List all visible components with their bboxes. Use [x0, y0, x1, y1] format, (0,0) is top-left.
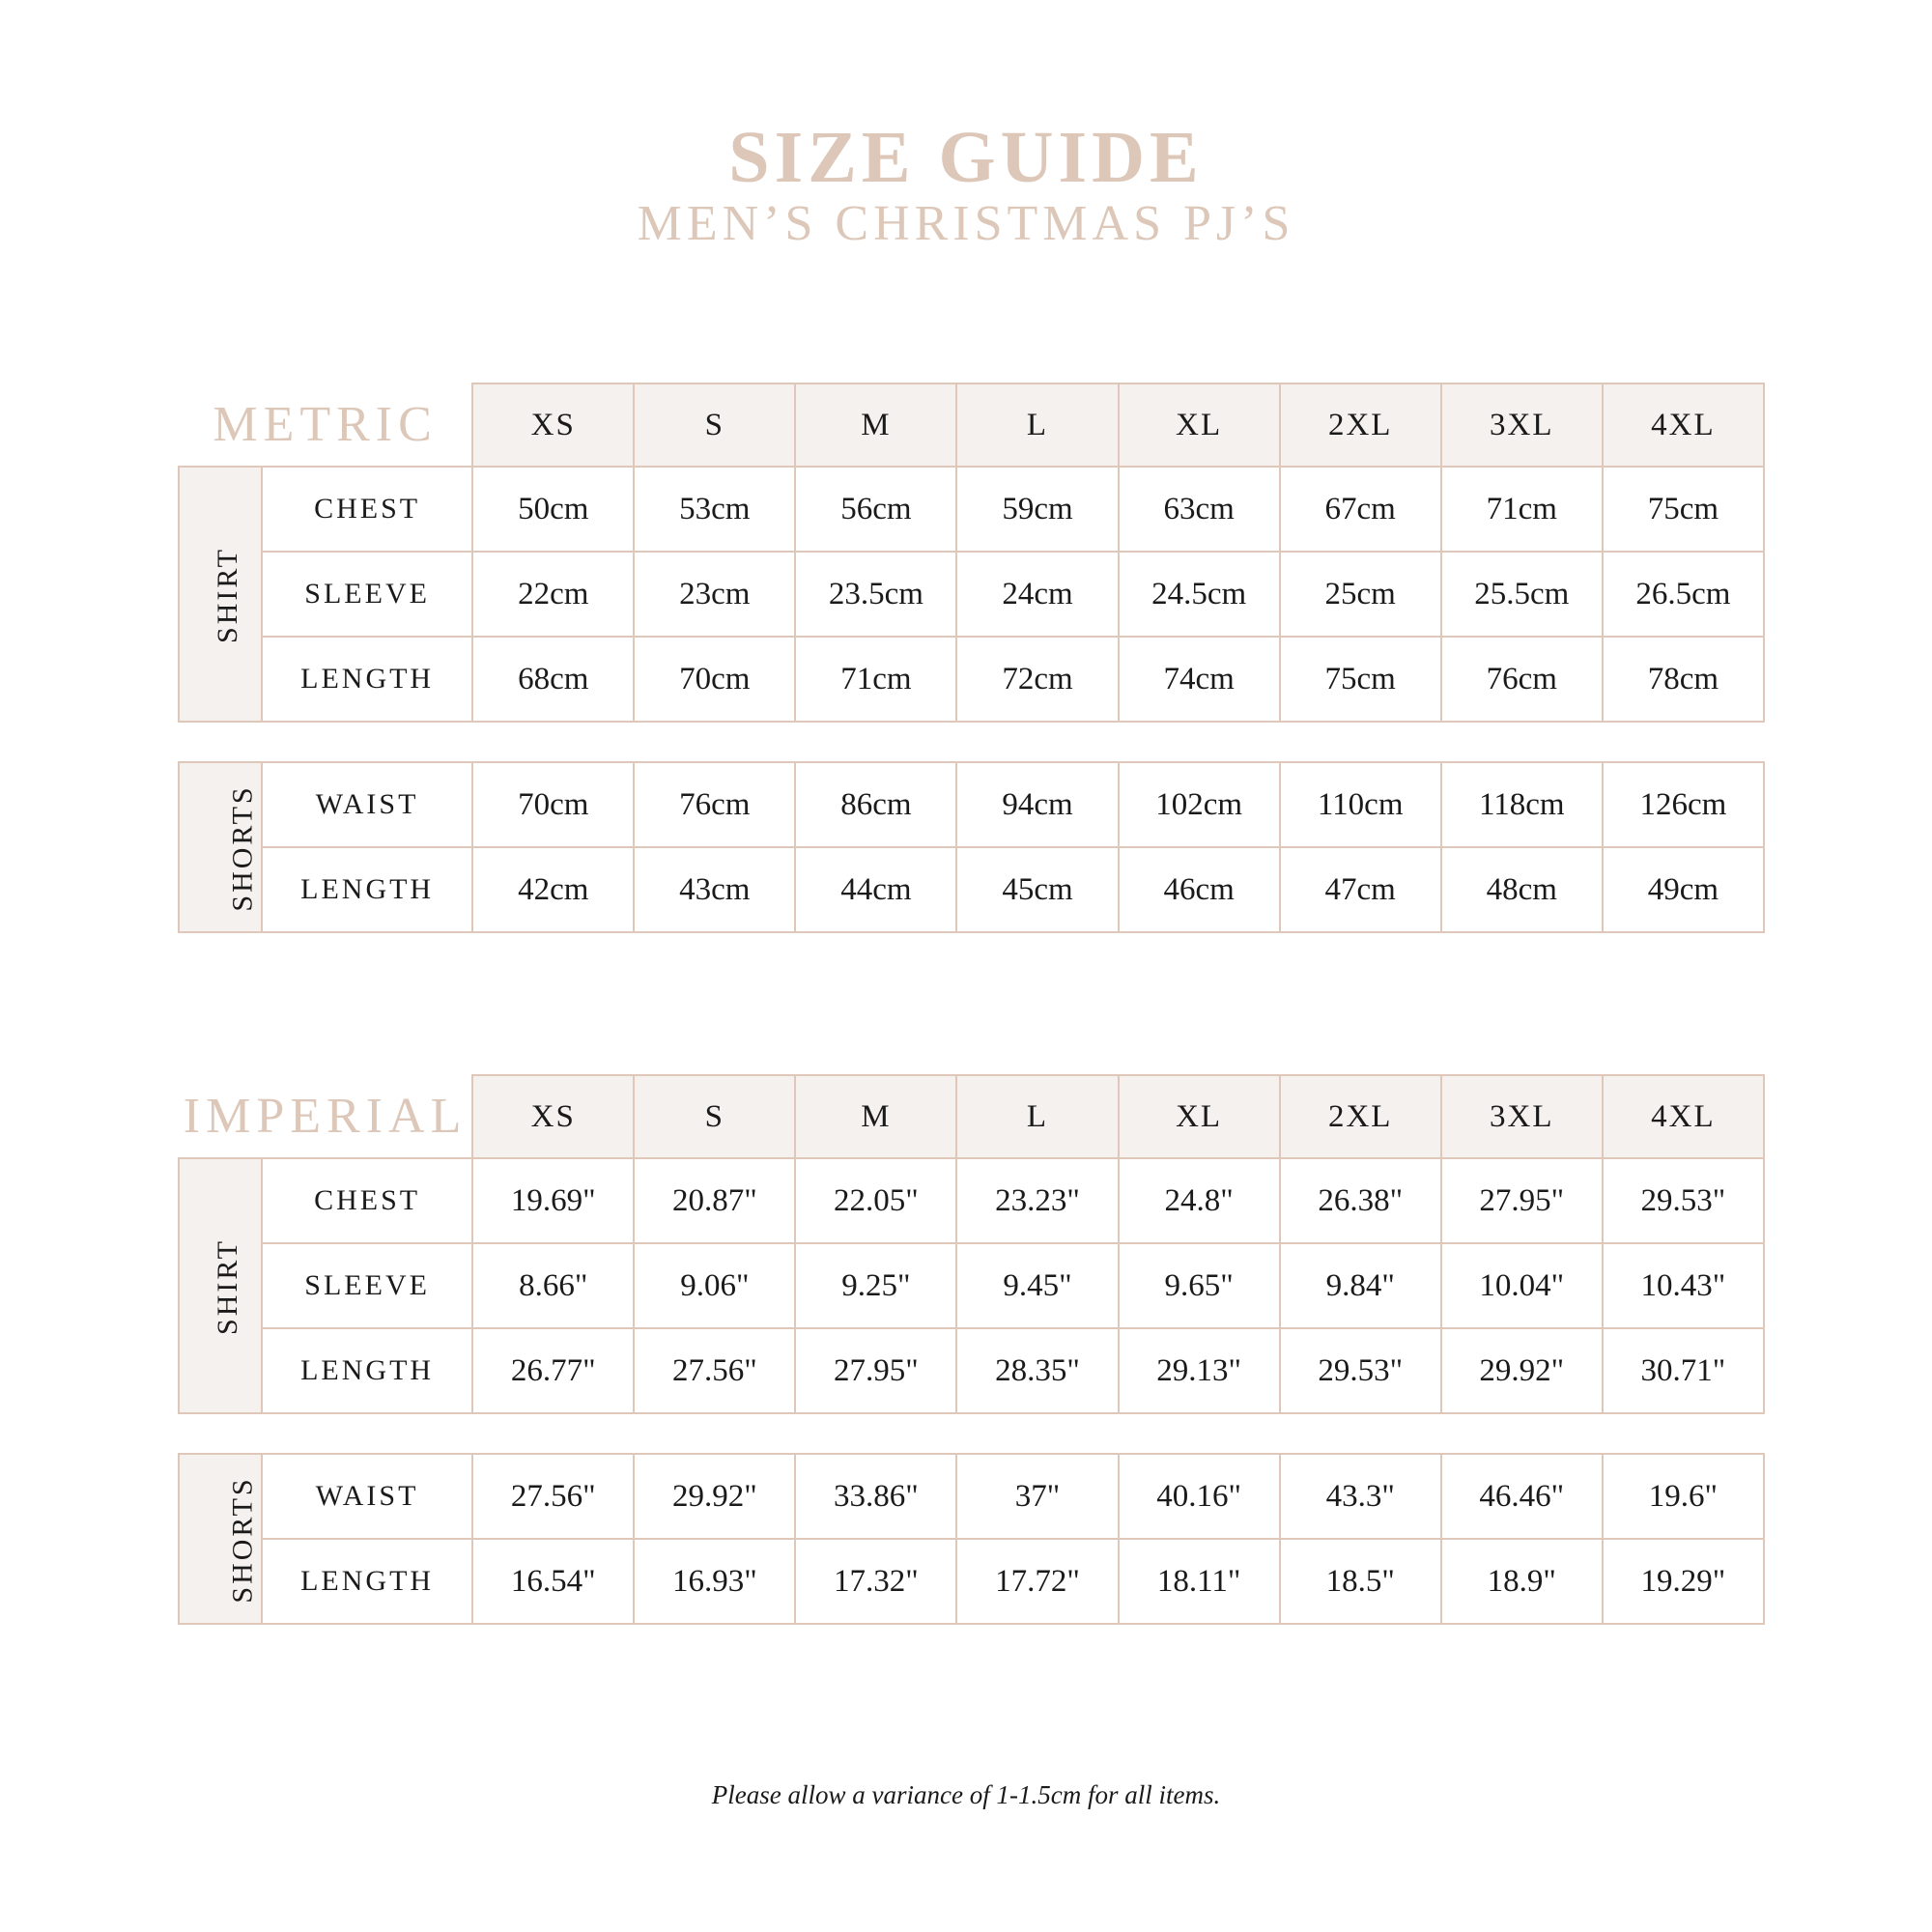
size-header: XS: [472, 384, 634, 467]
table-row: [179, 1158, 1764, 1243]
table-cell: 49cm: [1603, 847, 1764, 932]
table-cell: 56cm: [795, 467, 956, 552]
size-header: XS: [472, 1075, 634, 1158]
table-cell: 19.69": [472, 1158, 634, 1243]
imperial-table: [178, 1074, 1765, 1625]
table-cell: 70cm: [472, 762, 634, 847]
shirt-group-label: SHIRT: [179, 467, 262, 722]
shorts-group-label: SHORTS: [179, 762, 262, 932]
size-header: XL: [1119, 384, 1280, 467]
metric-size-header-row: [179, 384, 1764, 467]
table-cell: 76cm: [634, 762, 795, 847]
table-cell: 71cm: [1441, 467, 1603, 552]
imperial-label: IMPERIAL: [183, 1089, 468, 1144]
table-cell: 110cm: [1280, 762, 1441, 847]
imperial-section: [178, 1074, 1765, 1625]
table-cell: 30.71": [1603, 1328, 1764, 1413]
table-cell: 27.95": [795, 1328, 956, 1413]
table-row: [179, 552, 1764, 637]
table-cell: 23.23": [956, 1158, 1118, 1243]
table-cell: 9.06": [634, 1243, 795, 1328]
table-cell: 63cm: [1119, 467, 1280, 552]
table-cell: 23cm: [634, 552, 795, 637]
table-cell: 43cm: [634, 847, 795, 932]
table-cell: 126cm: [1603, 762, 1764, 847]
table-cell: 48cm: [1441, 847, 1603, 932]
table-row: [179, 762, 1764, 847]
table-cell: 47cm: [1280, 847, 1441, 932]
table-cell: 19.29": [1603, 1539, 1764, 1624]
variance-footnote: Please allow a variance of 1-1.5cm for all items.: [711, 1780, 1221, 1809]
size-header: S: [634, 384, 795, 467]
table-cell: 29.92": [1441, 1328, 1603, 1413]
table-cell: 9.65": [1119, 1243, 1280, 1328]
table-cell: 8.66": [472, 1243, 634, 1328]
table-cell: 67cm: [1280, 467, 1441, 552]
table-row: [179, 847, 1764, 932]
size-header: S: [634, 1075, 795, 1158]
metric-label: METRIC: [213, 397, 438, 452]
measure-label: WAIST: [262, 762, 472, 847]
table-cell: 17.72": [956, 1539, 1118, 1624]
table-row: [179, 1539, 1764, 1624]
table-cell: 25cm: [1280, 552, 1441, 637]
size-header: M: [795, 384, 956, 467]
table-spacer: [179, 722, 1764, 762]
size-header: 2XL: [1280, 1075, 1441, 1158]
size-header: 4XL: [1603, 384, 1764, 467]
table-cell: 22.05": [795, 1158, 956, 1243]
table-cell: 19.6": [1603, 1454, 1764, 1539]
size-header: XL: [1119, 1075, 1280, 1158]
metric-section: [178, 383, 1765, 933]
table-cell: 27.95": [1441, 1158, 1603, 1243]
table-cell: 10.04": [1441, 1243, 1603, 1328]
table-cell: 29.13": [1119, 1328, 1280, 1413]
table-cell: 18.5": [1280, 1539, 1441, 1624]
measure-label: CHEST: [262, 1158, 472, 1243]
table-cell: 33.86": [795, 1454, 956, 1539]
measure-label: LENGTH: [262, 1539, 472, 1624]
size-header: 3XL: [1441, 384, 1603, 467]
table-row: [179, 1243, 1764, 1328]
table-row: [179, 467, 1764, 552]
table-cell: 71cm: [795, 637, 956, 722]
measure-label: SLEEVE: [262, 552, 472, 637]
table-cell: 18.9": [1441, 1539, 1603, 1624]
table-cell: 29.53": [1603, 1158, 1764, 1243]
table-cell: 9.45": [956, 1243, 1118, 1328]
table-cell: 46cm: [1119, 847, 1280, 932]
table-cell: 17.32": [795, 1539, 956, 1624]
table-cell: 24.5cm: [1119, 552, 1280, 637]
table-cell: 28.35": [956, 1328, 1118, 1413]
measure-label: LENGTH: [262, 847, 472, 932]
table-cell: 42cm: [472, 847, 634, 932]
table-cell: 40.16": [1119, 1454, 1280, 1539]
table-cell: 94cm: [956, 762, 1118, 847]
table-cell: 29.92": [634, 1454, 795, 1539]
page-title: SIZE GUIDE: [728, 117, 1204, 198]
shirt-group-label: SHIRT: [179, 1158, 262, 1413]
table-cell: 86cm: [795, 762, 956, 847]
table-cell: 9.25": [795, 1243, 956, 1328]
metric-table: [178, 383, 1765, 933]
table-cell: 102cm: [1119, 762, 1280, 847]
table-spacer: [179, 1413, 1764, 1454]
table-cell: 27.56": [634, 1328, 795, 1413]
table-cell: 118cm: [1441, 762, 1603, 847]
table-cell: 29.53": [1280, 1328, 1441, 1413]
table-row: [179, 1328, 1764, 1413]
measure-label: LENGTH: [262, 637, 472, 722]
table-cell: 26.38": [1280, 1158, 1441, 1243]
size-header: L: [956, 384, 1118, 467]
table-cell: 26.77": [472, 1328, 634, 1413]
table-cell: 46.46": [1441, 1454, 1603, 1539]
table-cell: 26.5cm: [1603, 552, 1764, 637]
table-cell: 37": [956, 1454, 1118, 1539]
table-cell: 78cm: [1603, 637, 1764, 722]
table-cell: 74cm: [1119, 637, 1280, 722]
measure-label: LENGTH: [262, 1328, 472, 1413]
table-cell: 72cm: [956, 637, 1118, 722]
table-cell: 45cm: [956, 847, 1118, 932]
table-cell: 44cm: [795, 847, 956, 932]
table-cell: 23.5cm: [795, 552, 956, 637]
page-subtitle: MEN’S CHRISTMAS PJ’S: [637, 196, 1295, 251]
size-header: M: [795, 1075, 956, 1158]
table-cell: 75cm: [1280, 637, 1441, 722]
table-cell: 76cm: [1441, 637, 1603, 722]
table-cell: 68cm: [472, 637, 634, 722]
table-cell: 18.11": [1119, 1539, 1280, 1624]
size-header: 2XL: [1280, 384, 1441, 467]
table-cell: 24.8": [1119, 1158, 1280, 1243]
measure-label: SLEEVE: [262, 1243, 472, 1328]
table-cell: 75cm: [1603, 467, 1764, 552]
table-cell: 70cm: [634, 637, 795, 722]
table-cell: 53cm: [634, 467, 795, 552]
measure-label: CHEST: [262, 467, 472, 552]
table-cell: 10.43": [1603, 1243, 1764, 1328]
table-cell: 43.3": [1280, 1454, 1441, 1539]
table-cell: 59cm: [956, 467, 1118, 552]
table-row: [179, 637, 1764, 722]
table-cell: 24cm: [956, 552, 1118, 637]
table-cell: 27.56": [472, 1454, 634, 1539]
table-cell: 16.93": [634, 1539, 795, 1624]
table-row: [179, 1454, 1764, 1539]
imperial-size-header-row: [179, 1075, 1764, 1158]
size-header: 4XL: [1603, 1075, 1764, 1158]
size-header: L: [956, 1075, 1118, 1158]
measure-label: WAIST: [262, 1454, 472, 1539]
table-cell: 16.54": [472, 1539, 634, 1624]
table-cell: 25.5cm: [1441, 552, 1603, 637]
table-cell: 9.84": [1280, 1243, 1441, 1328]
table-cell: 20.87": [634, 1158, 795, 1243]
table-cell: 50cm: [472, 467, 634, 552]
size-header: 3XL: [1441, 1075, 1603, 1158]
table-cell: 22cm: [472, 552, 634, 637]
shorts-group-label: SHORTS: [179, 1454, 262, 1624]
